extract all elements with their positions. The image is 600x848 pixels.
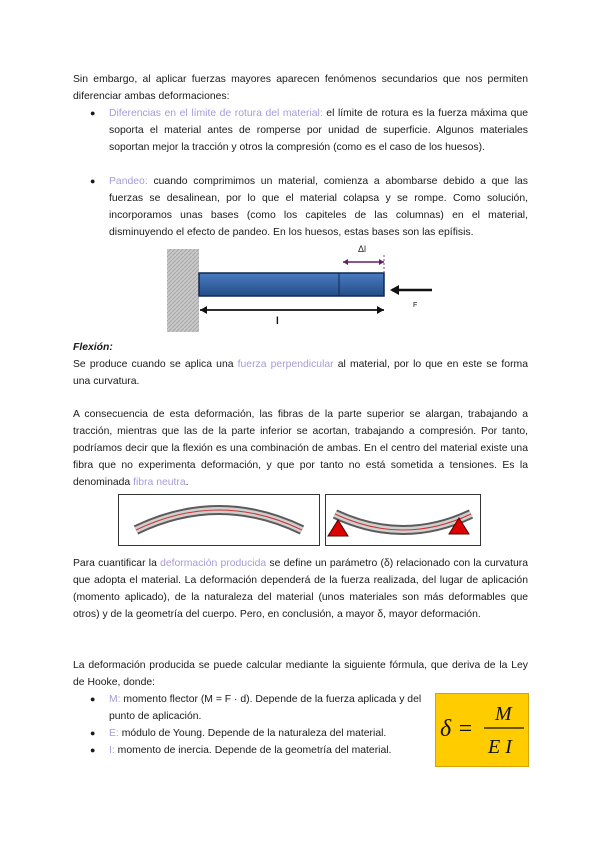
delta-arrow-right-icon [379,259,384,265]
bullet-limite-rotura: Diferencias en el límite de rotura del material: el límite de rotura es la fuerza máxima que soporta el material antes de romperse por unidad de superficie. Algunos materiales soportan mejor la tracción y otros la compresión (como es el caso de los huesos). [109,108,529,153]
term-fuerza-perpendicular: fuerza perpendicular [237,359,334,370]
length-arrow-right-icon [377,306,384,314]
force-arrow-icon [390,285,399,295]
bending-figure-up [118,494,320,546]
bullet-momento-flector: M: momento flector (M = F · d). Depende de la fuerza aplicada y del punto de aplicación. [109,694,422,722]
term-fibra-neutra: fibra neutra [133,477,186,488]
intro-paragraph: Sin embargo, al aplicar fuerzas mayores aparecen fenómenos secundarios que nos permiten diferenciar ambas deformaciones: [73,74,528,102]
formula-svg [436,694,528,766]
flexion-paragraph-4: La deformación producida se puede calcular mediante la siguiente fórmula, que deriva de la Ley de Hooke, donde: [73,660,528,688]
delta-label: Δl [358,244,367,254]
term-pandeo: Pandeo: [109,176,148,187]
bullet-dot-icon: ● [90,728,96,738]
bullet-dot-icon: ● [90,694,96,704]
length-arrow-left-icon [200,306,207,314]
bullet-dot-icon: ● [90,745,96,755]
beam-bar [199,273,384,296]
formula-numerator: M [495,703,512,725]
bullet-dot-icon: ● [90,176,96,186]
force-label: F [413,302,418,309]
term-I: I: [109,745,115,756]
flexion-paragraph-3: Para cuantificar la deformación producida se define un parámetro (δ) relacionado con la curvatura que adopta el material. La deformación dependerá de la fuerza realizada, del lugar de aplicación (momento aplicado), de la naturaleza del material (unos materiales son más deformables que otros) y de la geometría del cuerpo. Pero, en conclusión, a mayor δ, mayor deformación. [73,558,528,620]
beam-compression-figure [160,240,440,336]
term-deformacion-producida: deformación producida [160,558,267,569]
formula-denominator: E I [488,736,512,758]
formula-lhs: δ = [440,716,474,742]
term-E: E: [109,728,119,739]
term-limite-rotura: Diferencias en el límite de rotura del material: [109,108,323,119]
bullet-momento-inercia: I: momento de inercia. Depende de la geometría del material. [109,745,392,756]
wall-support [167,249,199,332]
bullet-dot-icon: ● [90,108,96,118]
term-M: M: [109,694,121,705]
flexion-title: Flexión: [73,342,113,353]
bending-figure-down [325,494,481,546]
length-label: l [276,316,279,327]
flexion-paragraph-2: A consecuencia de esta deformación, las fibras de la parte superior se alargan, trabajando a tracción, mientras que las de la parte inferior se acortan, trabajando a compresión. Por tanto, podríamos decir que la flexión es una combinación de ambas. En el centro del material existe una fibra que no experimenta deformación, y que por tanto no está sometida a tensiones. Es la denominada fibra neutra. [73,409,528,488]
bullet-pandeo: Pandeo: cuando comprimimos un material, comienza a abombarse debido a que las fuerzas se desalinean, por lo que el material colapsa y se rompe. Como solución, incorporamos unas bases (como los capiteles de las columnas) en el material, disminuyendo el efecto de pandeo. En los huesos, estas bases son las epífisis. [109,176,528,238]
bullet-modulo-young: E: módulo de Young. Depende de la naturaleza del material. [109,728,387,739]
formula-box [435,693,529,767]
flexion-paragraph-1: Se produce cuando se aplica una fuerza perpendicular al material, por lo que en este se forma una curvatura. [73,359,528,387]
delta-arrow-left-icon [343,259,348,265]
